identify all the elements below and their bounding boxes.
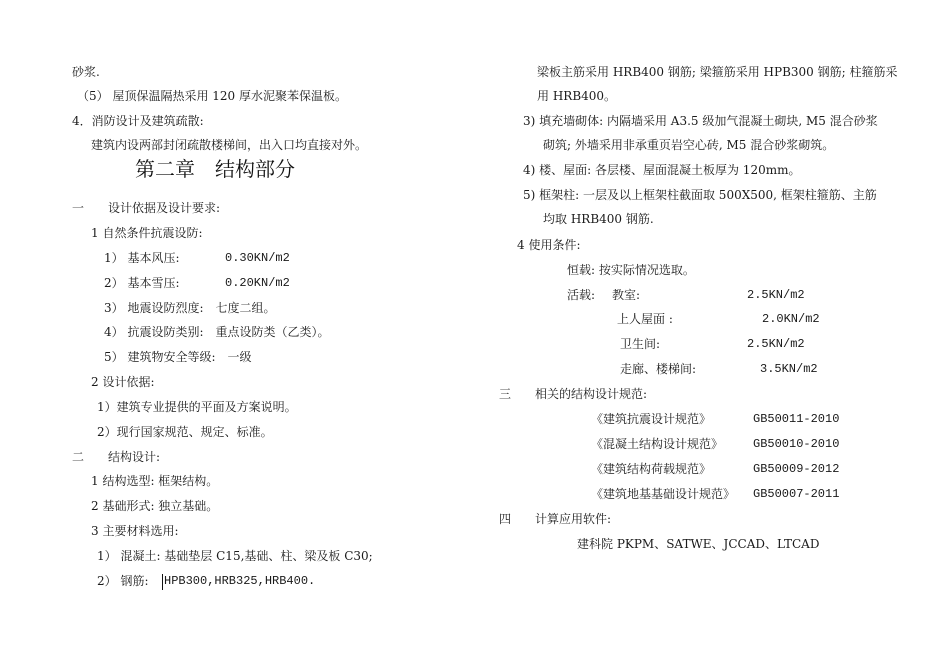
subsection-heading: 1 自然条件抗震设防: <box>91 226 203 240</box>
text-line: 梁板主筋采用 HRB400 钢筋; 梁箍筋采用 HPB300 钢筋; 柱箍筋采 <box>537 65 898 79</box>
list-item-label: 2） 钢筋: <box>97 574 149 588</box>
load-value: 2.5KN/m2 <box>747 337 805 351</box>
chapter-title: 第二章 结构部分 <box>135 157 295 181</box>
code-number: GB50007-2011 <box>753 487 840 501</box>
list-item: 1） 混凝土: 基础垫层 C15,基础、柱、梁及板 C30; <box>97 549 373 563</box>
text-line: 砂浆. <box>72 65 100 79</box>
code-name: 《建筑抗震设计规范》 <box>591 412 712 426</box>
text-line: 建筑内设两部封闭疏散楼梯间，出入口均直接对外。 <box>91 138 368 152</box>
code-number: GB50009-2012 <box>753 462 840 476</box>
list-item: 4） 抗震设防类别: 重点设防类（乙类）。 <box>104 325 330 339</box>
list-item-label: 1） 基本风压: <box>104 251 180 265</box>
list-item-value: 0.20KN/m2 <box>225 276 290 290</box>
list-item-label: 活载: <box>567 288 596 302</box>
load-name: 走廊、楼梯间: <box>620 362 697 376</box>
list-item: 4) 楼、屋面: 各层楼、屋面混凝土板厚为 120mm。 <box>523 163 801 177</box>
list-item: 5） 建筑物安全等级: 一级 <box>104 350 252 364</box>
text-cursor <box>162 574 163 590</box>
load-value: 2.5KN/m2 <box>747 288 805 302</box>
list-item-label: 2） 基本雪压: <box>104 276 180 290</box>
section-heading: 三 相关的结构设计规范: <box>499 387 648 401</box>
list-item-value: 0.30KN/m2 <box>225 251 290 265</box>
section-heading: 一 设计依据及设计要求: <box>72 201 221 215</box>
section-heading: 四 计算应用软件: <box>499 512 612 526</box>
load-value: 3.5KN/m2 <box>760 362 818 376</box>
text-line: 用 HRB400。 <box>537 89 617 103</box>
list-item-value: HPB300,HRB325,HRB400. <box>164 574 316 588</box>
list-item: 3） 地震设防烈度: 七度二组。 <box>104 301 276 315</box>
section-heading: 4．消防设计及建筑疏散: <box>72 114 204 128</box>
subsection-heading: 3 主要材料选用: <box>91 524 179 538</box>
code-number: GB50011-2010 <box>753 412 840 426</box>
code-number: GB50010-2010 <box>753 437 840 451</box>
list-item: 1）建筑专业提供的平面及方案说明。 <box>97 400 297 414</box>
code-name: 《混凝土结构设计规范》 <box>591 437 724 451</box>
load-name: 上人屋面 : <box>617 312 673 326</box>
code-name: 《建筑结构荷载规范》 <box>591 462 712 476</box>
subsection-heading: 4 使用条件: <box>517 238 581 252</box>
subsection-heading: 2 基础形式: 独立基础。 <box>91 499 219 513</box>
subsection-heading: 1 结构选型: 框架结构。 <box>91 474 219 488</box>
code-name: 《建筑地基基础设计规范》 <box>591 487 736 501</box>
list-item: 2）现行国家规范、规定、标准。 <box>97 425 273 439</box>
text-line: 均取 HRB400 钢筋. <box>543 212 654 226</box>
text-line: 建科院 PKPM、SATWE、JCCAD、LTCAD <box>577 537 820 551</box>
text-line: 砌筑; 外墙采用非承重页岩空心砖, M5 混合砂浆砌筑。 <box>543 138 835 152</box>
section-heading: 二 结构设计: <box>72 450 161 464</box>
load-value: 2.0KN/m2 <box>762 312 820 326</box>
list-item: 3) 填充墙砌体: 内隔墙采用 A3.5 级加气混凝土砌块, M5 混合砂浆 <box>523 114 878 128</box>
text-line: 恒载: 按实际情况选取。 <box>567 263 695 277</box>
load-name: 卫生间: <box>620 337 661 351</box>
subsection-heading: 2 设计依据: <box>91 375 155 389</box>
text-line: （5） 屋顶保温隔热采用 120 厚水泥聚苯保温板。 <box>77 89 347 103</box>
load-name: 教室: <box>612 288 641 302</box>
list-item: 5) 框架柱: 一层及以上框架柱截面取 500X500, 框架柱箍筋、主筋 <box>523 188 877 202</box>
